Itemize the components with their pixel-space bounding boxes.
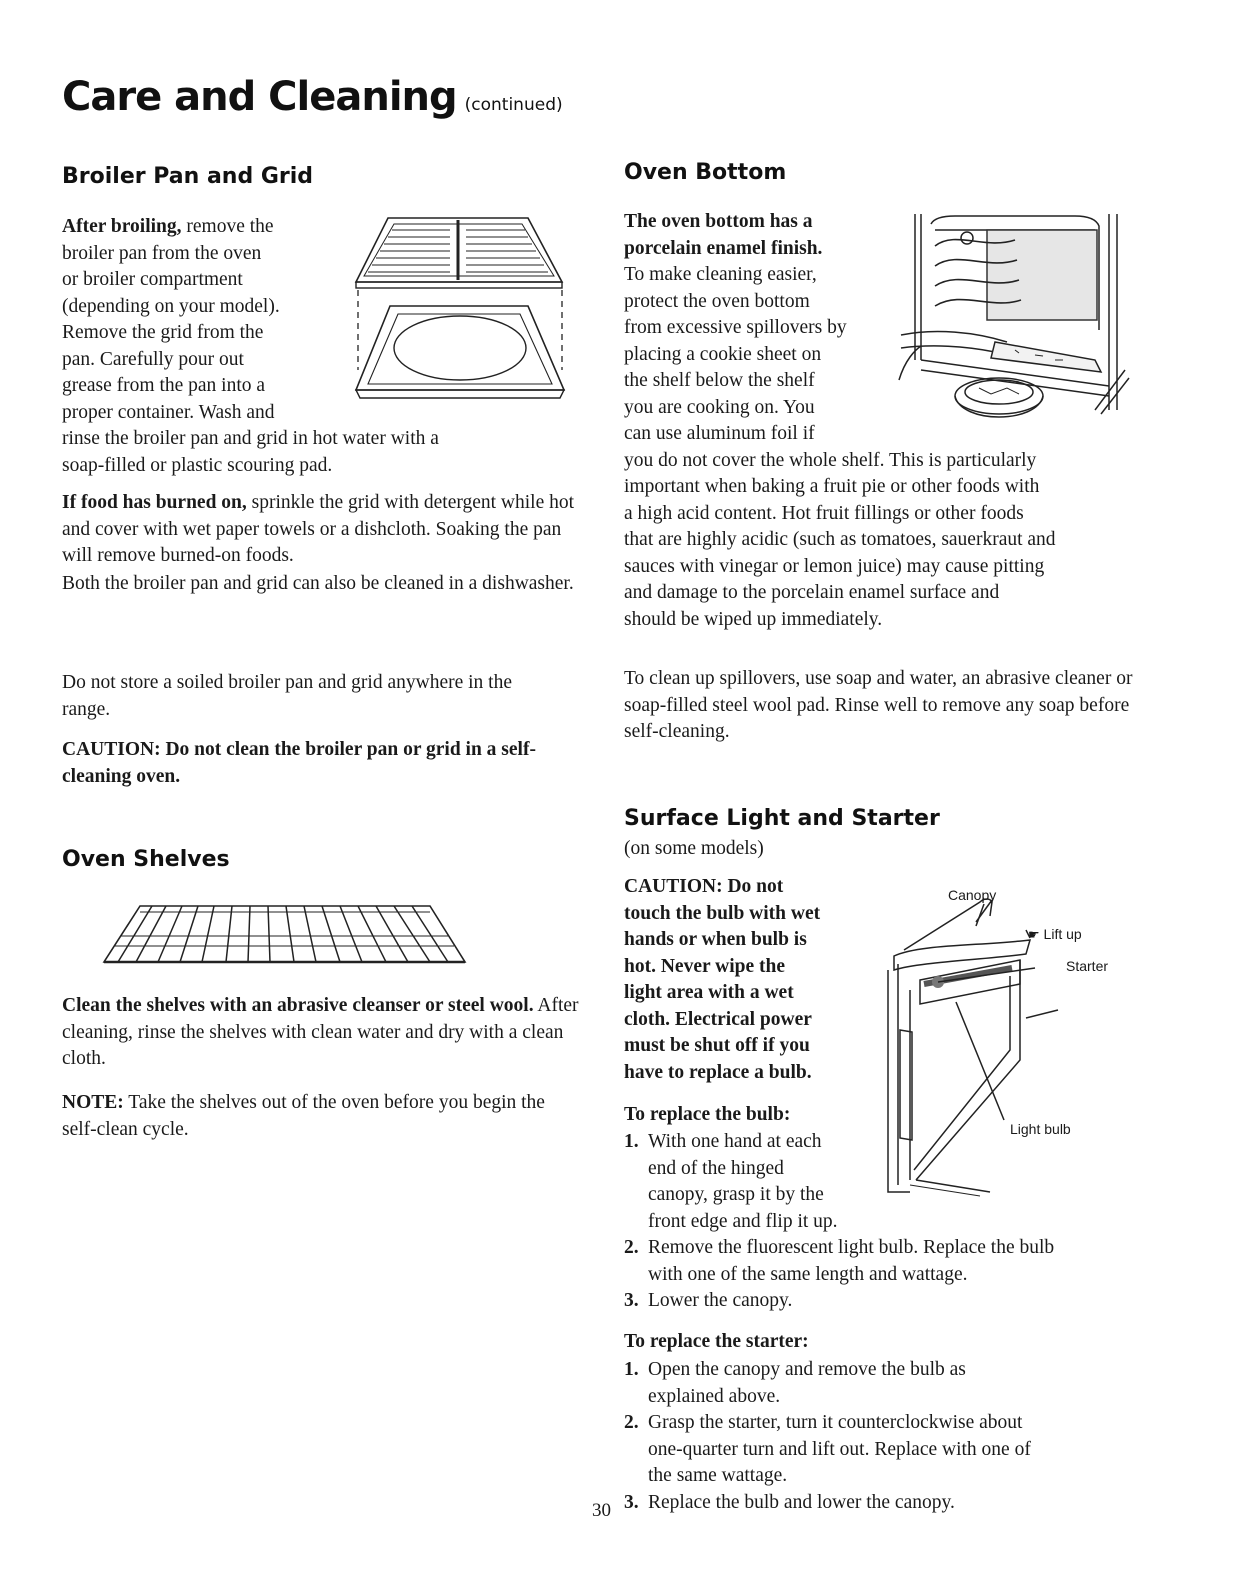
broiler-paragraph-3: Both the broiler pan and grid can also be cleaned in a dishwasher. [62,573,574,594]
page-number: 30 [592,1500,611,1521]
broiler-caution: CAUTION: Do not clean the broiler pan or grid in a self-cleaning oven. [62,739,536,787]
broiler-paragraph-2 [62,490,582,570]
label-light-bulb: Light bulb [1010,1121,1071,1137]
oven-bottom-line-4: placing a cookie sheet on [624,343,822,365]
oven-bottom-line-13: and damage to the porcelain enamel surface and [624,582,1000,603]
bulb-steps [624,1129,1144,1315]
label-canopy: Canopy [948,887,997,903]
oven-bottom-line-12: sauces with vinegar or lemon juice) may cause pitting [624,555,1045,577]
caution-line-7: must be shut off if you [624,1035,810,1056]
caution-line-2: touch the bulb with wet [624,902,821,924]
bulb-step-1: 1. With one hand at each end of the hinged canopy, grasp it by the front edge and flip it up. [624,1131,838,1232]
shelves-note-lead: NOTE: [62,1092,124,1113]
broiler-line-2: broiler pan from the oven [62,242,262,264]
heading-oven-bottom: Oven Bottom [624,160,787,185]
broiler-paragraph-4: Do not store a soiled broiler pan and grid anywhere in the range. [62,672,512,720]
oven-bottom-line-11: that are highly acidic (such as tomatoes, sauerkraut and [624,529,1056,550]
caution-line-6: cloth. Electrical power [624,1008,812,1030]
hand-pointer-icon: ☛ [1028,927,1040,942]
heading-surface-light: Surface Light and Starter [624,806,940,831]
starter-step-3: 3. Replace the bulb and lower the canopy. [624,1491,955,1513]
oven-bottom-lead-1: The oven bottom has a [624,211,813,232]
starter-heading: To replace the starter: [624,1331,809,1352]
broiler-pan-grid-illustration [350,210,570,405]
bulb-step-3: 3. Lower the canopy. [624,1290,793,1311]
bulb-heading: To replace the bulb: [624,1104,791,1125]
shelves-paragraph-1 [62,993,582,1073]
page-title [62,74,563,120]
broiler-line-4: (depending on your model). [62,295,280,317]
starter-step-1: 1. Open the canopy and remove the bulb as explained above. [624,1359,966,1407]
caution-line-3: hands or when bulb is [624,929,807,950]
bulb-step-2: 2. Remove the fluorescent light bulb. Replace the bulb with one of the same length and wattage. [624,1237,1055,1285]
label-starter: Starter [1066,958,1109,974]
oven-bottom-illustration [895,210,1130,445]
oven-shelf-illustration [100,900,470,970]
starter-steps [624,1357,1164,1516]
oven-bottom-line-9: important when baking a fruit pie or other foods with [624,476,1040,497]
oven-bottom-line-6: you are cooking on. You [624,396,815,418]
label-lift-up: ☛ Lift up [1028,926,1082,942]
oven-bottom-line-5: the shelf below the shelf [624,370,815,391]
broiler-line-5: Remove the grid from the [62,322,264,343]
oven-bottom-lead-2: porcelain enamel finish. [624,237,823,259]
broiler-lead: After broiling, [62,216,182,237]
heading-oven-shelves: Oven Shelves [62,847,230,872]
heading-broiler-pan: Broiler Pan and Grid [62,164,314,189]
broiler-line-1: After broiling, remove the [62,216,274,237]
oven-bottom-paragraph-2: To clean up spillovers, use soap and water, an abrasive cleaner or soap-filled steel wool pad. Rinse well to remove any soap before self-cleaning. [624,668,1133,742]
shelves-note [62,1090,572,1143]
oven-bottom-line-7: can use aluminum foil if [624,423,815,444]
page-title-continued: (continued) [464,95,563,115]
shelves-note-text: Take the shelves out of the oven before you begin the self-clean cycle. [62,1092,545,1140]
oven-bottom-line-8: you do not cover the whole shelf. This is particularly [624,449,1037,471]
caution-line-4: hot. Never wipe the [624,955,786,977]
shelves-text: After cleaning, rinse the shelves with clean water and dry with a clean cloth. [62,995,579,1069]
oven-bottom-line-14: should be wiped up immediately. [624,608,883,630]
oven-bottom-line-10: a high acid content. Hot fruit fillings or other foods [624,502,1024,524]
surface-light-subheading: (on some models) [624,838,764,859]
broiler-burned-lead: If food has burned on, [62,492,247,513]
broiler-line-8: proper container. Wash and [62,401,275,423]
shelves-lead: Clean the shelves with an abrasive cleanser or steel wool. [62,995,534,1016]
broiler-burned-text: sprinkle the grid with detergent while hot and cover with wet paper towels or a dishcloth. Soaking the pan will remove burned-on foods. [62,492,575,566]
caution-line-5: light area with a wet [624,982,794,1003]
caution-line-8: have to replace a bulb. [624,1061,812,1083]
page-title-text: Care and Cleaning [62,74,457,120]
surface-light-caution [624,874,884,1086]
broiler-line-10: soap-filled or plastic scouring pad. [62,454,333,476]
oven-bottom-line-3: from excessive spillovers by [624,317,847,338]
broiler-line-7: grease from the pan into a [62,375,266,396]
oven-bottom-line-2: protect the oven bottom [624,290,810,312]
broiler-line-6: pan. Carefully pour out [62,348,244,370]
broiler-line-9: rinse the broiler pan and grid in hot water with a [62,428,439,449]
broiler-line-3: or broiler compartment [62,269,243,290]
caution-line-1: CAUTION: Do not [624,876,784,897]
starter-step-2: 2. Grasp the starter, turn it counterclockwise about one-quarter turn and lift out. Replace with one of the same wattage. [624,1412,1031,1486]
oven-bottom-line-1: To make cleaning easier, [624,264,817,285]
